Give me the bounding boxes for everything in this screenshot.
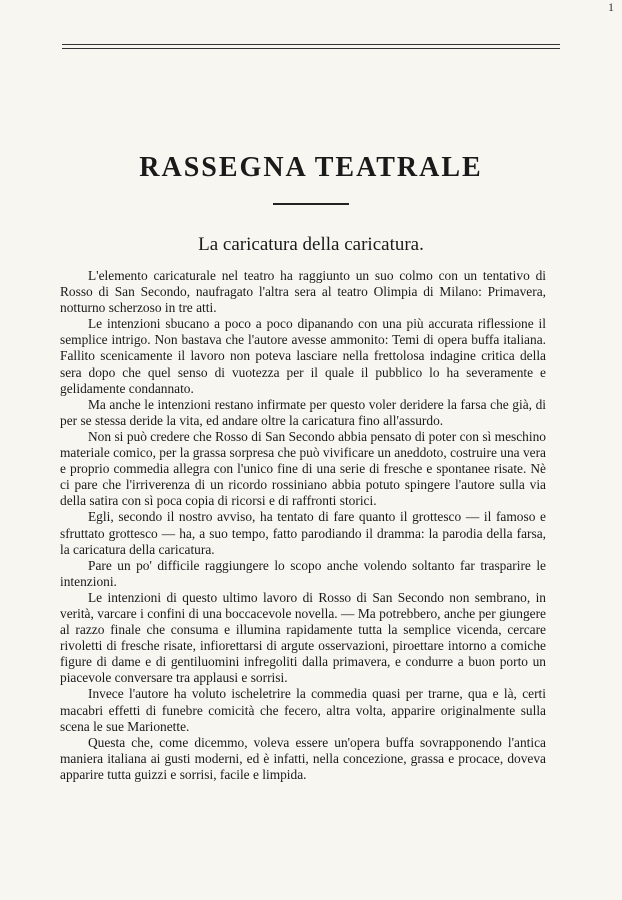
paragraph: Le intenzioni di questo ultimo lavoro di Rosso di San Secondo non sembrano, in verità, varcare i confini di una boccacevole novella. — Ma potrebbero, anche per giungere al razzo finale che consuma e illumina rapidamente tutta la semplice vicenda, cercare rivoletti di fresche risate, infiorettarsi di argute osservazioni, piroettare intorno a comiche figure di dame e di gentiluomini infregoliti dalla primavera, e condurre a buon porto un piacevole conversare tra applausi e sorrisi.: [60, 589, 546, 686]
page-mark: 1: [608, 0, 614, 14]
article-body: [60, 268, 546, 783]
paragraph: Non si può credere che Rosso di San Secondo abbia pensato di poter con sì meschino materiale comico, per la grassa sorpresa che può vivificare un aneddoto, costruire una vera e proprio commedia allegra con l'unico fine di una serie di fresche e spontanee risate. Nè ci pare che l'irriverenza di un ricordo rossiniano abbia potuto spingere l'autore sulla via della satira con sì poca copia di ricorsi e di raffronti storici.: [60, 428, 546, 509]
paragraph: Egli, secondo il nostro avviso, ha tentato di fare quanto il grottesco — il famoso e sfruttato grottesco — ha, a suo tempo, fatto parodiando il dramma: la parodia della farsa, la caricatura della caricatura.: [60, 509, 546, 557]
paragraph: Pare un po' difficile raggiungere lo scopo anche volendo soltanto far trasparire le intenzioni.: [60, 557, 546, 589]
section-title: RASSEGNA TEATRALE: [139, 152, 483, 183]
paragraph: Le intenzioni sbucano a poco a poco dipanando con una più accurata riflessione il semplice intrigo. Non bastava che l'autore avesse ammonito: Temi di opera buffa italiana. Fallito scenicamente il lavoro non poteva lasciare nella frettolosa indagine critica della sera dopo che quel senso di vuotezza per il quale il pubblico lo ha severamente e gelidamente condannato.: [60, 316, 546, 396]
title-divider: [273, 203, 349, 205]
article-title: La caricatura della caricatura.: [198, 234, 424, 255]
paragraph: Invece l'autore ha voluto ischeletrire la commedia quasi per trarne, qua e là, certi macabri effetti di funebre comicità che fecero, altra volta, apparire originalmente sulla scena le sue Marionette.: [60, 686, 546, 734]
top-rule-secondary: [62, 48, 560, 49]
top-rule: [62, 44, 560, 45]
paragraph: L'elemento caricaturale nel teatro ha raggiunto un suo colmo con un tentativo di Rosso di San Secondo, naufragato l'altra sera al teatro Olimpia di Milano: Primavera, notturno scherzoso in tre atti.: [60, 268, 546, 316]
paragraph: Ma anche le intenzioni restano infirmate per questo voler deridere la farsa che già, di per se stessa deride la vita, ed andare oltre la caricatura fino all'assurdo.: [60, 396, 546, 428]
paragraph: Questa che, come dicemmo, voleva essere un'opera buffa sovrapponendo l'antica maniera italiana ai gusti moderni, ed è infatti, nella concezione, grassa e procace, doveva apparire tutta guizzi e sorrisi, facile e limpida.: [60, 734, 546, 782]
